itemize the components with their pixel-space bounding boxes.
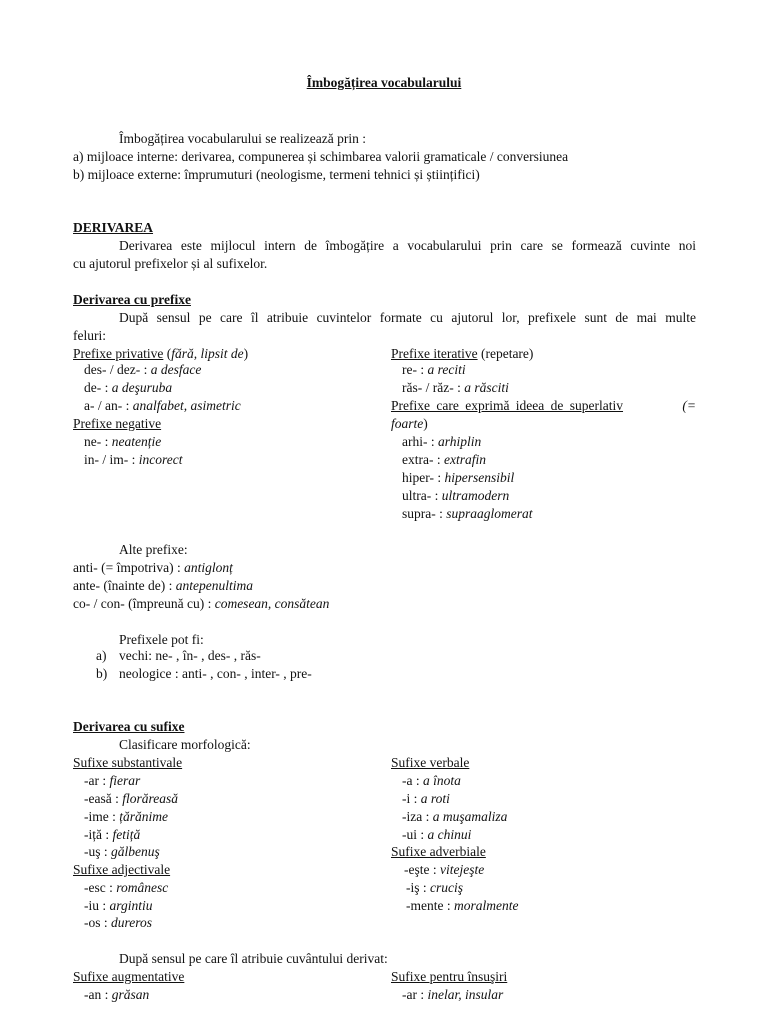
list-item xyxy=(84,433,161,451)
group-meaning: (repetare) xyxy=(477,346,534,361)
affix: des- / dez- : xyxy=(84,362,151,377)
example: a desface xyxy=(150,362,202,377)
affix: -iu : xyxy=(84,898,110,913)
suffix-group-heading: Sufixe substantivale xyxy=(73,755,183,770)
affix: -uş : xyxy=(84,844,111,859)
list-item xyxy=(73,577,253,595)
document-title: Îmbogățirea vocabularului xyxy=(306,75,462,90)
list-item xyxy=(402,433,481,451)
example: a deşuruba xyxy=(111,380,173,395)
list-item xyxy=(402,790,450,808)
example: incorect xyxy=(138,452,183,467)
suffix-group-heading: Sufixe adjectivale xyxy=(73,862,171,877)
list-marker: a) xyxy=(96,648,107,663)
subheading: Prefixele pot fi: xyxy=(119,632,204,647)
example: fetiță xyxy=(112,827,141,842)
list-item xyxy=(402,487,509,505)
affix: a- / an- : xyxy=(84,398,133,413)
example: extrafin xyxy=(443,452,486,467)
list-item xyxy=(406,897,518,915)
list-item xyxy=(84,986,149,1004)
list-item xyxy=(402,772,461,790)
example: a reciti xyxy=(427,362,466,377)
list-item xyxy=(402,505,533,523)
example: inelar, insular xyxy=(427,987,504,1002)
suffix-group-heading: Sufixe adverbiale xyxy=(391,844,486,859)
list-marker: b) xyxy=(96,666,108,681)
list-item xyxy=(73,559,233,577)
affix: in- / im- : xyxy=(84,452,139,467)
subheading: Clasificare morfologică: xyxy=(119,737,251,752)
suffix-group-heading: Sufixe verbale xyxy=(391,755,470,770)
list-item: vechi: ne- , în- , des- , răs- xyxy=(119,648,261,663)
list-item xyxy=(84,790,178,808)
affix: arhi- : xyxy=(402,434,438,449)
affix: ne- : xyxy=(84,434,112,449)
list-item xyxy=(406,879,463,897)
affix: -a : xyxy=(402,773,423,788)
example: dureros xyxy=(111,915,153,930)
intro-line: a) mijloace interne: derivarea, compunerea și schimbarea valorii gramaticale / conversiunea xyxy=(73,149,569,164)
paragraph-line: cu ajutorul prefixelor și al sufixelor. xyxy=(73,256,268,271)
example: fierar xyxy=(109,773,141,788)
paren: ) xyxy=(243,346,249,361)
list-item xyxy=(84,914,152,932)
suffix-group-heading: Sufixe pentru însuşiri xyxy=(391,969,508,984)
example: vitejeşte xyxy=(440,862,485,877)
group-meaning: fără, lipsit de xyxy=(171,346,244,361)
list-item xyxy=(84,879,168,897)
affix: supra- : xyxy=(402,506,447,521)
list-item xyxy=(73,595,329,613)
list-item xyxy=(84,808,168,826)
affix: -eşte : xyxy=(404,862,440,877)
affix: -iza : xyxy=(402,809,433,824)
affix: răs- / răz- : xyxy=(402,380,465,395)
example: argintiu xyxy=(109,898,153,913)
list-item xyxy=(404,861,484,879)
affix: -ime : xyxy=(84,809,120,824)
affix: extra- : xyxy=(402,452,444,467)
list-item xyxy=(84,843,160,861)
example: a înota xyxy=(423,773,461,788)
example: românesc xyxy=(116,880,169,895)
section-heading-sufixe: Derivarea cu sufixe xyxy=(73,719,185,734)
example: neatenție xyxy=(111,434,162,449)
group-label: Prefixe privative xyxy=(73,346,164,361)
paragraph-line: Derivarea este mijlocul intern de îmbogățire a vocabularului prin care se formează cuvinte noi xyxy=(119,238,696,253)
list-item xyxy=(84,451,182,469)
list-item xyxy=(402,361,466,379)
group-meaning: foarte xyxy=(391,416,424,431)
affix: de- : xyxy=(84,380,112,395)
example: gălbenuş xyxy=(111,844,160,859)
example: comesean, consătean xyxy=(214,596,330,611)
intro-line: b) mijloace externe: împrumuturi (neologisme, termeni tehnici și științifici) xyxy=(73,167,480,182)
list-item xyxy=(84,361,201,379)
subheading: Alte prefixe: xyxy=(119,542,188,557)
affix: -easă : xyxy=(84,791,123,806)
affix: ante- (înainte de) : xyxy=(73,578,176,593)
example: ultramodern xyxy=(441,488,510,503)
prefix-group-heading xyxy=(391,397,696,415)
affix: re- : xyxy=(402,362,428,377)
list-item xyxy=(402,808,507,826)
list-item xyxy=(84,826,140,844)
group-label: Prefixe iterative xyxy=(391,346,478,361)
group-meaning: (= xyxy=(682,398,696,413)
example: cruciş xyxy=(430,880,464,895)
example: hipersensibil xyxy=(444,470,515,485)
affix: -esc : xyxy=(84,880,117,895)
example: antiglonț xyxy=(184,560,233,575)
list-item xyxy=(84,379,172,397)
paren: ( xyxy=(163,346,172,361)
example: a răsciti xyxy=(464,380,509,395)
list-item xyxy=(402,451,486,469)
paragraph-line: feluri: xyxy=(73,328,106,343)
affix: -ui : xyxy=(402,827,428,842)
affix: ultra- : xyxy=(402,488,442,503)
prefix-group-heading-cont xyxy=(391,415,428,433)
example: analfabet, asimetric xyxy=(132,398,241,413)
paren: ) xyxy=(423,416,428,431)
list-item xyxy=(402,826,471,844)
affix: -i : xyxy=(402,791,421,806)
paragraph-line: După sensul pe care îl atribuie cuvintelor formate cu ajutorul lor, prefixele sunt de mai multe xyxy=(119,310,696,325)
example: arhiplin xyxy=(438,434,482,449)
list-item xyxy=(402,986,503,1004)
list-item xyxy=(84,397,241,415)
list-item: neologice : anti- , con- , inter- , pre- xyxy=(119,666,312,681)
affix: -iță : xyxy=(84,827,113,842)
example: antepenultima xyxy=(175,578,253,593)
list-item xyxy=(84,897,153,915)
section-heading-derivarea: DERIVAREA xyxy=(73,220,154,235)
affix: -mente : xyxy=(406,898,454,913)
example: a roti xyxy=(420,791,450,806)
example: florăreasă xyxy=(122,791,178,806)
example: țărănime xyxy=(119,809,168,824)
affix: -an : xyxy=(84,987,112,1002)
affix: anti- (= împotriva) : xyxy=(73,560,185,575)
example: grăsan xyxy=(111,987,150,1002)
list-item xyxy=(402,379,509,397)
suffix-group-heading: Sufixe augmentative xyxy=(73,969,185,984)
intro-line: Îmbogățirea vocabularului se realizează prin : xyxy=(119,131,367,146)
group-label: Prefixe care exprimă ideea de superlativ xyxy=(391,398,624,413)
affix: co- / con- (împreună cu) : xyxy=(73,596,215,611)
section-heading-prefixe: Derivarea cu prefixe xyxy=(73,292,191,307)
example: supraaglomerat xyxy=(446,506,533,521)
affix: -ar : xyxy=(402,987,428,1002)
subheading: După sensul pe care îl atribuie cuvântului derivat: xyxy=(119,951,388,966)
prefix-group-heading: Prefixe negative xyxy=(73,416,162,431)
affix: -os : xyxy=(84,915,111,930)
example: moralmente xyxy=(453,898,519,913)
list-item xyxy=(84,772,140,790)
list-item xyxy=(402,469,514,487)
affix: -iş : xyxy=(406,880,431,895)
affix: hiper- : xyxy=(402,470,445,485)
example: a muşamaliza xyxy=(432,809,508,824)
affix: -ar : xyxy=(84,773,110,788)
example: a chinui xyxy=(427,827,472,842)
